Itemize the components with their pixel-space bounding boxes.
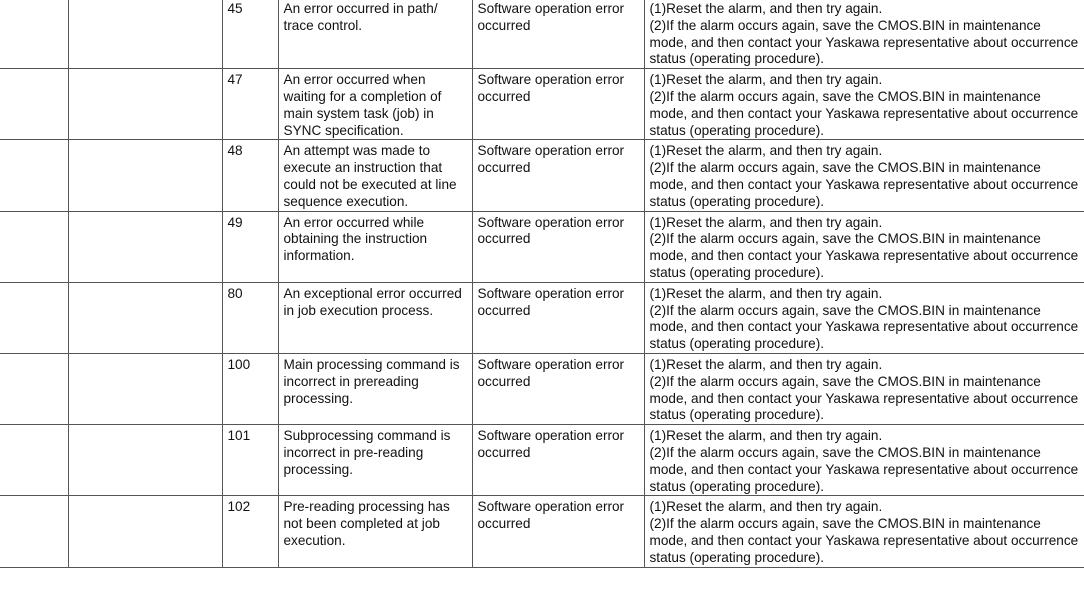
- remedy-cell: [644, 211, 1084, 282]
- cause-cell: Software operation error occurred: [472, 0, 644, 69]
- table-row: [0, 353, 1084, 424]
- remedy-step-1: (1)Reset the alarm, and then try again.: [649, 285, 883, 301]
- description-cell: An error occurred while obtaining the instruction information.: [278, 211, 472, 282]
- description-cell: An attempt was made to execute an instruction that could not be executed at line sequence execution.: [278, 140, 472, 211]
- remedy-step-1: (1)Reset the alarm, and then try again.: [649, 72, 883, 88]
- cause-cell: Software operation error occurred: [472, 425, 644, 496]
- remedy-cell: [644, 0, 1084, 69]
- table-row: [0, 282, 1084, 353]
- cause-cell: Software operation error occurred: [472, 211, 644, 282]
- remedy-cell: [644, 69, 1084, 140]
- remedy-step-2: (2)If the alarm occurs again, save the CMOS.BIN in maintenance mode, and then contact your Yaskawa representative about occurrence status (operating procedure).: [649, 373, 1079, 423]
- alarm-name-cell: [68, 496, 222, 567]
- description-cell: An exceptional error occurred in job execution process.: [278, 282, 472, 353]
- alarm-number-cell: [0, 0, 68, 69]
- alarm-number-cell: [0, 496, 68, 567]
- description-cell: Pre-reading processing has not been completed at job execution.: [278, 496, 472, 567]
- remedy-step-2: (2)If the alarm occurs again, save the CMOS.BIN in maintenance mode, and then contact your Yaskawa representative about occurrence status (operating procedure).: [649, 516, 1079, 565]
- remedy-cell: [644, 282, 1084, 353]
- alarm-number-cell: [0, 353, 68, 424]
- sub-code-cell: 101: [222, 425, 278, 496]
- remedy-step-1: (1)Reset the alarm, and then try again.: [649, 214, 883, 230]
- remedy-step-1: (1)Reset the alarm, and then try again.: [649, 428, 883, 444]
- alarm-name-cell: [68, 140, 222, 211]
- sub-code-cell: 49: [222, 211, 278, 282]
- alarm-number-cell: [0, 69, 68, 140]
- sub-code-cell: 48: [222, 140, 278, 211]
- sub-code-cell: 102: [222, 496, 278, 567]
- remedy-step-2: (2)If the alarm occurs again, save the CMOS.BIN in maintenance mode, and then contact your Yaskawa representative about occurrence status (operating procedure).: [649, 231, 1079, 280]
- cause-cell: Software operation error occurred: [472, 353, 644, 424]
- sub-code-cell: 45: [222, 0, 278, 69]
- remedy-step-2: (2)If the alarm occurs again, save the CMOS.BIN in maintenance mode, and then contact your Yaskawa representative about occurrence status (operating procedure).: [649, 160, 1079, 209]
- alarm-name-cell: [68, 211, 222, 282]
- description-cell: An error occurred when waiting for a completion of main system task (job) in SYNC specification.: [278, 69, 472, 140]
- sub-code-cell: 100: [222, 353, 278, 424]
- remedy-step-2: (2)If the alarm occurs again, save the CMOS.BIN in maintenance mode, and then contact your Yaskawa representative about occurrence status (operating procedure).: [649, 302, 1079, 352]
- alarm-name-cell: [68, 425, 222, 496]
- description-cell: An error occurred in path/ trace control.: [278, 0, 472, 69]
- cause-cell: Software operation error occurred: [472, 140, 644, 211]
- sub-code-cell: 47: [222, 69, 278, 140]
- alarm-name-cell: [68, 353, 222, 424]
- remedy-cell: [644, 496, 1084, 567]
- remedy-step-1: (1)Reset the alarm, and then try again.: [649, 356, 883, 372]
- remedy-step-2: (2)If the alarm occurs again, save the CMOS.BIN in maintenance mode, and then contact your Yaskawa representative about occurrence status (operating procedure).: [649, 444, 1079, 494]
- remedy-step-2: (2)If the alarm occurs again, save the CMOS.BIN in maintenance mode, and then contact your Yaskawa representative about occurrence status (operating procedure).: [649, 88, 1079, 138]
- alarm-number-cell: [0, 211, 68, 282]
- remedy-cell: [644, 425, 1084, 496]
- alarm-name-cell: [68, 69, 222, 140]
- remedy-step-2: (2)If the alarm occurs again, save the CMOS.BIN in maintenance mode, and then contact your Yaskawa representative about occurrence status (operating procedure).: [649, 17, 1079, 67]
- table-row: [0, 496, 1084, 567]
- remedy-cell: [644, 353, 1084, 424]
- cause-cell: Software operation error occurred: [472, 69, 644, 140]
- alarm-name-cell: [68, 282, 222, 353]
- remedy-step-1: (1)Reset the alarm, and then try again.: [649, 1, 883, 16]
- cause-cell: Software operation error occurred: [472, 282, 644, 353]
- table-row: [0, 425, 1084, 496]
- table-row: [0, 0, 1084, 69]
- cause-cell: Software operation error occurred: [472, 496, 644, 567]
- alarm-name-cell: [68, 0, 222, 69]
- table-row: [0, 69, 1084, 140]
- description-cell: Main processing command is incorrect in prereading processing.: [278, 353, 472, 424]
- remedy-step-1: (1)Reset the alarm, and then try again.: [649, 499, 883, 515]
- remedy-cell: [644, 140, 1084, 211]
- sub-code-cell: 80: [222, 282, 278, 353]
- table-row: [0, 140, 1084, 211]
- alarm-number-cell: [0, 282, 68, 353]
- alarm-number-cell: [0, 140, 68, 211]
- table-row: [0, 211, 1084, 282]
- alarm-number-cell: [0, 425, 68, 496]
- description-cell: Subprocessing command is incorrect in pre-reading processing.: [278, 425, 472, 496]
- remedy-step-1: (1)Reset the alarm, and then try again.: [649, 143, 883, 159]
